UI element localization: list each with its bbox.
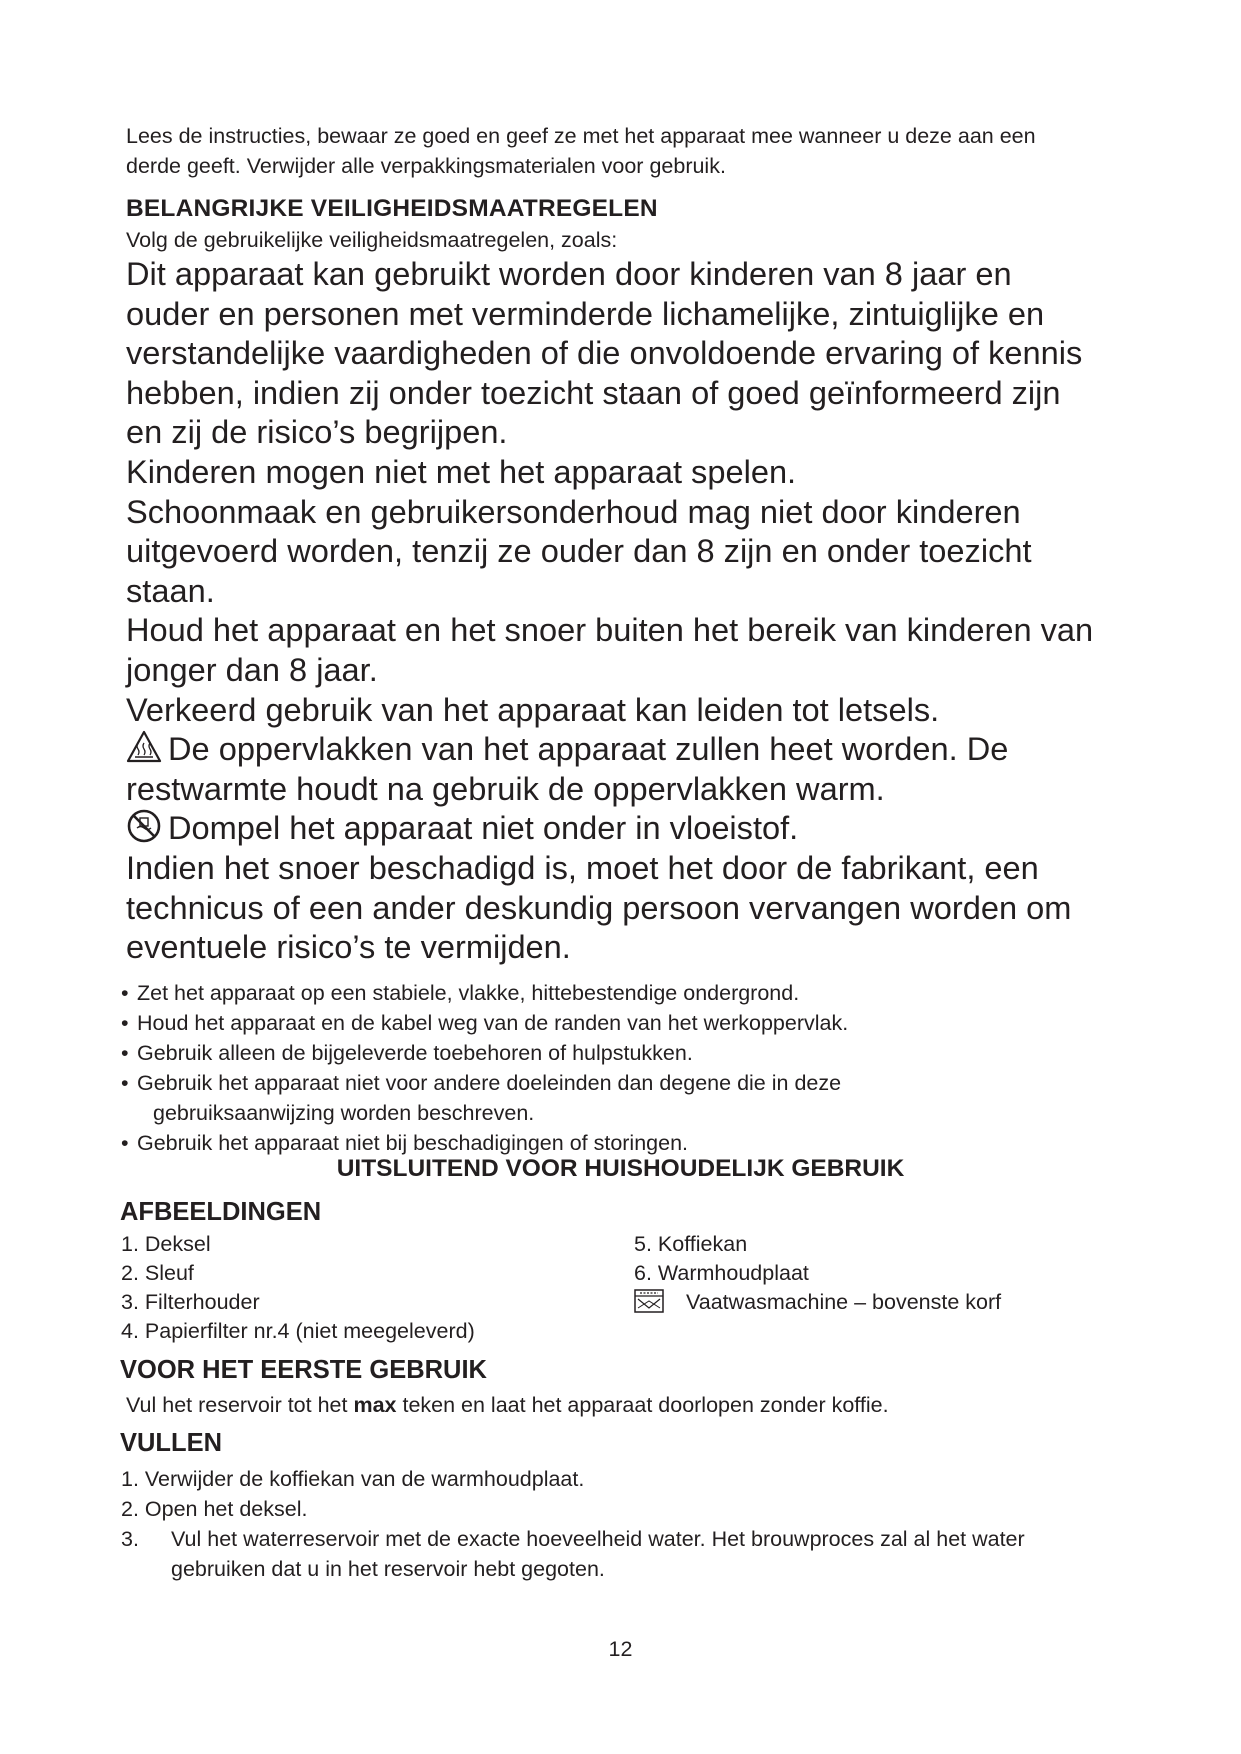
list-item: 1. Deksel	[121, 1232, 211, 1256]
list-item	[118, 978, 1128, 1008]
filling-heading: VULLEN	[120, 1429, 222, 1457]
first-use-heading: VOOR HET EERSTE GEBRUIK	[120, 1356, 487, 1384]
bullet-dot: •	[121, 1131, 129, 1155]
list-item-text: Gebruik het apparaat niet voor andere doeleinden dan degene die in deze	[137, 1071, 842, 1095]
warning-line: restwarmte houdt na gebruik de oppervlakken warm.	[126, 769, 885, 807]
first-use-text	[126, 1390, 889, 1420]
dishwasher-text: Vaatwasmachine – bovenste korf	[686, 1290, 1002, 1314]
household-use-heading: UITSLUITEND VOOR HUISHOUDELIJK GEBRUIK	[336, 1155, 905, 1182]
warning-line: Verkeerd gebruik van het apparaat kan leiden tot letsels.	[126, 690, 940, 728]
safety-warnings	[126, 254, 1136, 967]
no-immerse-icon	[126, 808, 162, 844]
warning-line: eventuele risico’s te vermijden.	[126, 928, 571, 966]
intro-line-2: derde geeft. Verwijder alle verpakkingsmaterialen voor gebruik.	[126, 154, 726, 178]
bullet-dot: •	[121, 1011, 129, 1035]
list-item-continuation: gebruiksaanwijzing worden beschreven.	[153, 1101, 535, 1125]
parts-list-left	[121, 1230, 475, 1346]
list-item: 3. Filterhouder	[121, 1290, 260, 1314]
list-item	[118, 1128, 1128, 1158]
safety-heading: BELANGRIJKE VEILIGHEIDSMAATREGELEN	[126, 195, 658, 222]
warning-line: ouder en personen met verminderde lichamelijke, zintuiglijke en	[126, 294, 1045, 332]
warning-line: jonger dan 8 jaar.	[126, 650, 378, 688]
first-use-max: max	[353, 1393, 397, 1417]
warning-line: technicus of een ander deskundig persoon vervangen worden om	[126, 888, 1072, 926]
warning-line-immerse-text: Dompel het apparaat niet onder in vloeistof.	[168, 809, 799, 847]
first-use-text-after: teken en laat het apparaat doorlopen zonder koffie.	[396, 1393, 889, 1417]
list-item	[118, 1068, 1128, 1098]
list-item-text: Gebruik het apparaat niet bij beschadigingen of storingen.	[137, 1131, 689, 1155]
step-number: 3.	[121, 1527, 139, 1551]
page-number: 12	[608, 1637, 633, 1661]
list-item	[118, 1008, 1128, 1038]
parts-list-right	[634, 1230, 1001, 1317]
warning-line: uitgevoerd worden, tenzij ze ouder dan 8 zijn en onder toezicht	[126, 532, 1032, 570]
dishwasher-note	[634, 1288, 1001, 1317]
hot-surface-icon	[126, 729, 162, 765]
list-item-continuation: gebruiken dat u in het reservoir hebt gegoten.	[171, 1557, 605, 1581]
list-item	[118, 1038, 1128, 1068]
filling-steps	[121, 1464, 1131, 1584]
list-item-text: Gebruik alleen de bijgeleverde toebehoren of hulpstukken.	[137, 1041, 693, 1065]
warning-line: Indien het snoer beschadigd is, moet het door de fabrikant, een	[126, 848, 1039, 886]
safety-bullet-list	[118, 978, 1128, 1158]
warning-line: Kinderen mogen niet met het apparaat spelen.	[126, 452, 797, 490]
warning-line: Dit apparaat kan gebruikt worden door kinderen van 8 jaar en	[126, 255, 1012, 292]
list-item: 4. Papierfilter nr.4 (niet meegeleverd)	[121, 1319, 475, 1343]
figures-heading: AFBEELDINGEN	[120, 1198, 322, 1226]
warning-line: en zij de risico’s begrijpen.	[126, 413, 508, 451]
dishwasher-icon	[634, 1289, 664, 1313]
list-item: 6. Warmhoudplaat	[634, 1261, 809, 1285]
list-item: 2. Open het deksel.	[121, 1497, 308, 1521]
bullet-dot: •	[121, 1041, 129, 1065]
warning-line: Schoonmaak en gebruikersonderhoud mag niet door kinderen	[126, 492, 1021, 530]
warning-line: staan.	[126, 571, 215, 609]
bullet-dot: •	[121, 981, 129, 1005]
warning-line-immerse	[126, 808, 1136, 848]
step-text: Vul het waterreservoir met de exacte hoeveelheid water. Het brouwproces zal al het water	[171, 1527, 1025, 1551]
warning-line: Houd het apparaat en het snoer buiten het bereik van kinderen van	[126, 611, 1094, 649]
list-item: 5. Koffiekan	[634, 1232, 748, 1256]
list-item: 1. Verwijder de koffiekan van de warmhoudplaat.	[121, 1467, 585, 1491]
warning-line: verstandelijke vaardigheden of die onvoldoende ervaring of kennis	[126, 334, 1083, 372]
warning-line-hot-text: De oppervlakken van het apparaat zullen heet worden. De	[168, 730, 1009, 768]
first-use-text-before: Vul het reservoir tot het	[126, 1393, 354, 1417]
warning-line: hebben, indien zij onder toezicht staan of goed geïnformeerd zijn	[126, 373, 1061, 411]
list-item-text: Zet het apparaat op een stabiele, vlakke, hittebestendige ondergrond.	[137, 981, 800, 1005]
intro-text	[126, 121, 1126, 181]
intro-line-1: Lees de instructies, bewaar ze goed en geef ze met het apparaat mee wanneer u deze aan een	[126, 124, 1036, 148]
list-item: 2. Sleuf	[121, 1261, 194, 1285]
list-item	[121, 1524, 1131, 1554]
bullet-dot: •	[121, 1071, 129, 1095]
safety-subheading: Volg de gebruikelijke veiligheidsmaatregelen, zoals:	[126, 228, 618, 252]
list-item-text: Houd het apparaat en de kabel weg van de randen van het werkoppervlak.	[137, 1011, 849, 1035]
warning-line-hot	[126, 729, 1136, 769]
